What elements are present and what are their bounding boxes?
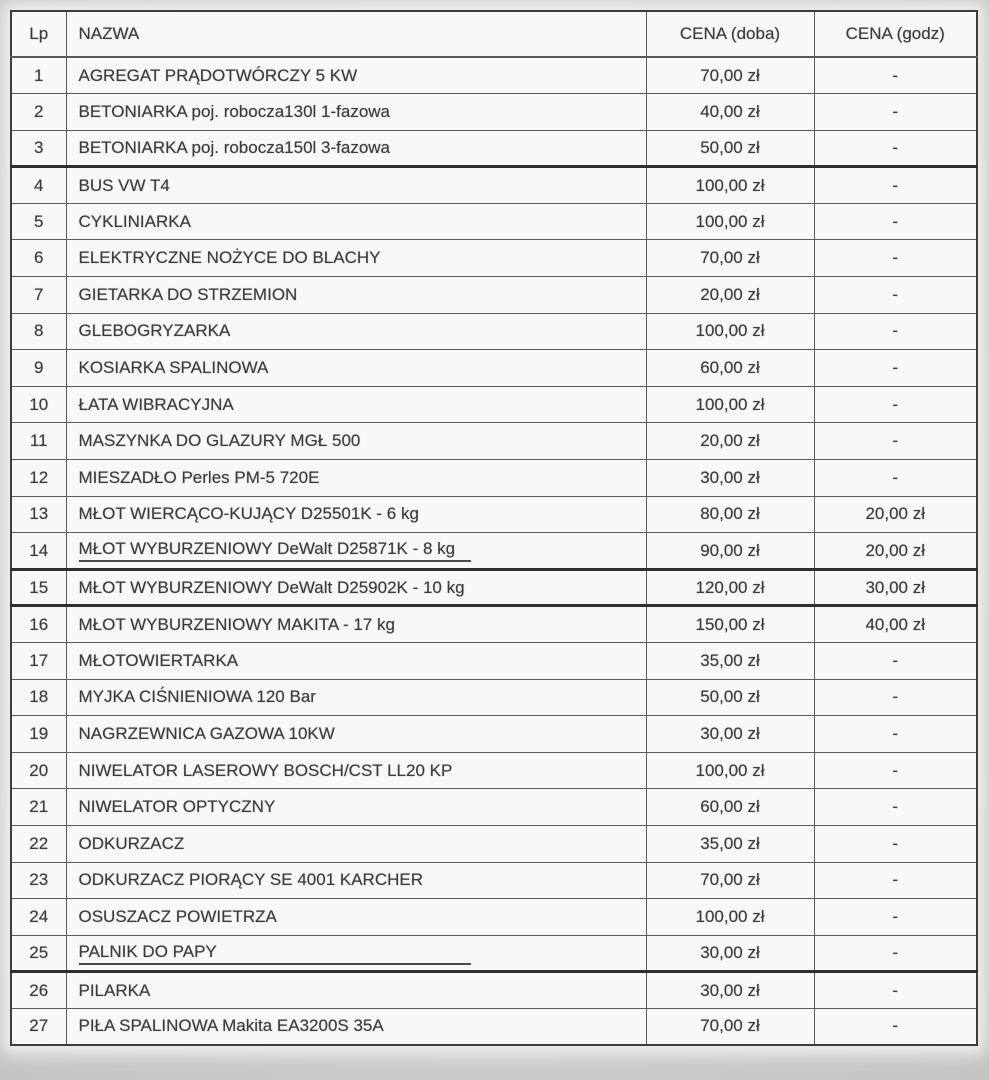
table-row [11,313,977,350]
row-number-cell: 19 [11,716,66,753]
price-per-day-cell: 70,00 zł [646,1008,814,1045]
table-row [11,240,977,277]
item-name: MŁOT WYBURZENIOWY MAKITA - 17 kg [78,614,395,634]
table-row [11,569,977,606]
row-number-cell: 4 [11,167,66,204]
row-number-cell: 16 [11,606,66,643]
price-per-day-cell: 100,00 zł [646,313,814,350]
price-per-hour-cell: - [814,94,977,131]
item-name-cell [66,130,646,167]
price-per-day-cell: 50,00 zł [646,679,814,716]
price-per-hour-cell: - [814,935,977,972]
item-name-cell [66,496,646,533]
price-per-day-cell: 90,00 zł [646,533,814,570]
header-cena-doba: CENA (doba) [646,11,814,57]
table-row [11,533,977,570]
item-name-cell [66,423,646,460]
price-per-hour-cell: - [814,57,977,94]
price-per-day-cell: 60,00 zł [646,789,814,826]
row-number-cell: 25 [11,935,66,972]
table-row [11,972,977,1009]
price-per-hour-cell: - [814,1008,977,1045]
table-row [11,203,977,240]
price-per-day-cell: 20,00 zł [646,277,814,314]
item-name-cell [66,240,646,277]
price-per-hour-cell: 40,00 zł [814,606,977,643]
table-row [11,167,977,204]
item-name-cell [66,789,646,826]
row-number-cell: 12 [11,460,66,497]
row-number-cell: 17 [11,643,66,680]
item-name: ELEKTRYCZNE NOŻYCE DO BLACHY [78,248,381,268]
item-name: ŁATA WIBRACYJNA [78,394,234,414]
row-number-cell: 14 [11,533,66,570]
price-per-day-cell: 30,00 zł [646,460,814,497]
price-per-hour-cell: - [814,460,977,497]
table-row [11,277,977,314]
price-per-hour-cell: - [814,825,977,862]
item-name-cell [66,57,646,94]
table-row [11,130,977,167]
item-name: NIWELATOR LASEROWY BOSCH/CST LL20 KP [78,760,453,780]
price-per-hour-cell: - [814,130,977,167]
item-name: ODKURZACZ PIORĄCY SE 4001 KARCHER [78,870,423,890]
price-per-hour-cell: - [814,350,977,387]
item-name: CYKLINIARKA [78,211,191,231]
price-per-day-cell: 70,00 zł [646,862,814,899]
item-name: PIŁA SPALINOWA Makita EA3200S 35A [78,1016,384,1036]
table-row [11,496,977,533]
table-row [11,789,977,826]
row-number-cell: 5 [11,203,66,240]
table-row [11,460,977,497]
item-name: MASZYNKA DO GLAZURY MGŁ 500 [78,431,361,451]
price-per-day-cell: 100,00 zł [646,167,814,204]
price-per-day-cell: 40,00 zł [646,94,814,131]
row-number-cell: 21 [11,789,66,826]
item-name: AGREGAT PRĄDOTWÓRCZY 5 KW [78,65,358,85]
table-row [11,679,977,716]
row-number-cell: 27 [11,1008,66,1045]
price-per-day-cell: 150,00 zł [646,606,814,643]
table-row [11,94,977,131]
table-row [11,862,977,899]
item-name: OSUSZACZ POWIETRZA [78,906,277,926]
item-name: MŁOT WYBURZENIOWY DeWalt D25902K - 10 kg [78,577,465,597]
item-name-cell [66,862,646,899]
price-table [10,10,978,1046]
item-name-cell [66,167,646,204]
item-name-cell [66,386,646,423]
row-number-cell: 1 [11,57,66,94]
row-number-cell: 2 [11,94,66,131]
item-name: NAGRZEWNICA GAZOWA 10KW [78,723,335,743]
item-name-cell [66,606,646,643]
row-number-cell: 15 [11,569,66,606]
table-row [11,825,977,862]
price-per-day-cell: 30,00 zł [646,972,814,1009]
item-name: MŁOTOWIERTARKA [78,650,239,670]
price-per-hour-cell: - [814,240,977,277]
table-row [11,716,977,753]
header-nazwa: NAZWA [66,11,646,57]
price-per-hour-cell: - [814,716,977,753]
item-name-cell [66,825,646,862]
price-per-day-cell: 70,00 zł [646,57,814,94]
table-row [11,752,977,789]
item-name-cell [66,752,646,789]
price-per-hour-cell: - [814,862,977,899]
table-row [11,606,977,643]
item-name-cell [66,277,646,314]
item-name: BUS VW T4 [78,175,170,195]
table-row [11,386,977,423]
table-row [11,423,977,460]
item-name-cell [66,679,646,716]
item-name: BETONIARKA poj. robocza130l 1-fazowa [78,101,391,121]
price-table-body [11,57,977,1045]
price-per-hour-cell: - [814,679,977,716]
price-per-hour-cell: - [814,386,977,423]
item-name-cell [66,313,646,350]
row-number-cell: 20 [11,752,66,789]
row-number-cell: 22 [11,825,66,862]
price-per-hour-cell: - [814,277,977,314]
price-per-day-cell: 30,00 zł [646,716,814,753]
price-per-day-cell: 35,00 zł [646,643,814,680]
item-name-cell [66,716,646,753]
item-name: NIWELATOR OPTYCZNY [78,797,276,817]
item-name-cell [66,972,646,1009]
price-per-day-cell: 100,00 zł [646,752,814,789]
price-per-day-cell: 60,00 zł [646,350,814,387]
row-number-cell: 18 [11,679,66,716]
price-per-hour-cell: 30,00 zł [814,569,977,606]
item-name-cell [66,203,646,240]
item-name: PALNIK DO PAPY [79,942,471,965]
price-per-day-cell: 100,00 zł [646,203,814,240]
price-per-day-cell: 80,00 zł [646,496,814,533]
header-lp: Lp [11,11,66,57]
row-number-cell: 23 [11,862,66,899]
row-number-cell: 24 [11,899,66,936]
item-name: MYJKA CIŚNIENIOWA 120 Bar [78,687,316,707]
item-name: KOSIARKA SPALINOWA [78,358,269,378]
item-name-cell [66,350,646,387]
table-row [11,1008,977,1045]
item-name-cell [66,935,646,972]
item-name: ODKURZACZ [78,833,185,853]
price-per-hour-cell: - [814,972,977,1009]
item-name: GIETARKA DO STRZEMION [78,284,298,304]
row-number-cell: 11 [11,423,66,460]
price-per-day-cell: 100,00 zł [646,899,814,936]
item-name: MIESZADŁO Perles PM-5 720E [78,467,320,487]
header-cena-godz: CENA (godz) [814,11,977,57]
price-per-day-cell: 120,00 zł [646,569,814,606]
price-per-hour-cell: 20,00 zł [814,496,977,533]
item-name-cell [66,899,646,936]
row-number-cell: 8 [11,313,66,350]
price-per-hour-cell: - [814,789,977,826]
item-name-cell [66,643,646,680]
row-number-cell: 6 [11,240,66,277]
price-table-header [11,11,977,57]
row-number-cell: 10 [11,386,66,423]
item-name: BETONIARKA poj. robocza150l 3-fazowa [78,137,391,157]
table-row [11,350,977,387]
table-row [11,643,977,680]
header-row [11,11,977,57]
price-per-day-cell: 50,00 zł [646,130,814,167]
item-name-cell [66,460,646,497]
table-row [11,57,977,94]
price-per-hour-cell: - [814,203,977,240]
item-name: MŁOT WYBURZENIOWY DeWalt D25871K - 8 kg [79,539,471,562]
price-per-day-cell: 70,00 zł [646,240,814,277]
price-per-day-cell: 100,00 zł [646,386,814,423]
price-per-hour-cell: - [814,752,977,789]
price-per-day-cell: 30,00 zł [646,935,814,972]
price-per-hour-cell: - [814,167,977,204]
price-per-day-cell: 35,00 zł [646,825,814,862]
price-per-hour-cell: - [814,423,977,460]
item-name-cell [66,533,646,570]
price-per-hour-cell: - [814,899,977,936]
price-per-day-cell: 20,00 zł [646,423,814,460]
item-name: GLEBOGRYZARKA [78,321,231,341]
price-per-hour-cell: 20,00 zł [814,533,977,570]
item-name: PILARKA [78,980,151,1000]
item-name-cell [66,1008,646,1045]
row-number-cell: 7 [11,277,66,314]
item-name-cell [66,94,646,131]
table-row [11,899,977,936]
row-number-cell: 26 [11,972,66,1009]
table-row [11,935,977,972]
row-number-cell: 3 [11,130,66,167]
item-name-cell [66,569,646,606]
item-name: MŁOT WIERCĄCO-KUJĄCY D25501K - 6 kg [78,504,419,524]
price-per-hour-cell: - [814,313,977,350]
row-number-cell: 9 [11,350,66,387]
price-per-hour-cell: - [814,643,977,680]
row-number-cell: 13 [11,496,66,533]
